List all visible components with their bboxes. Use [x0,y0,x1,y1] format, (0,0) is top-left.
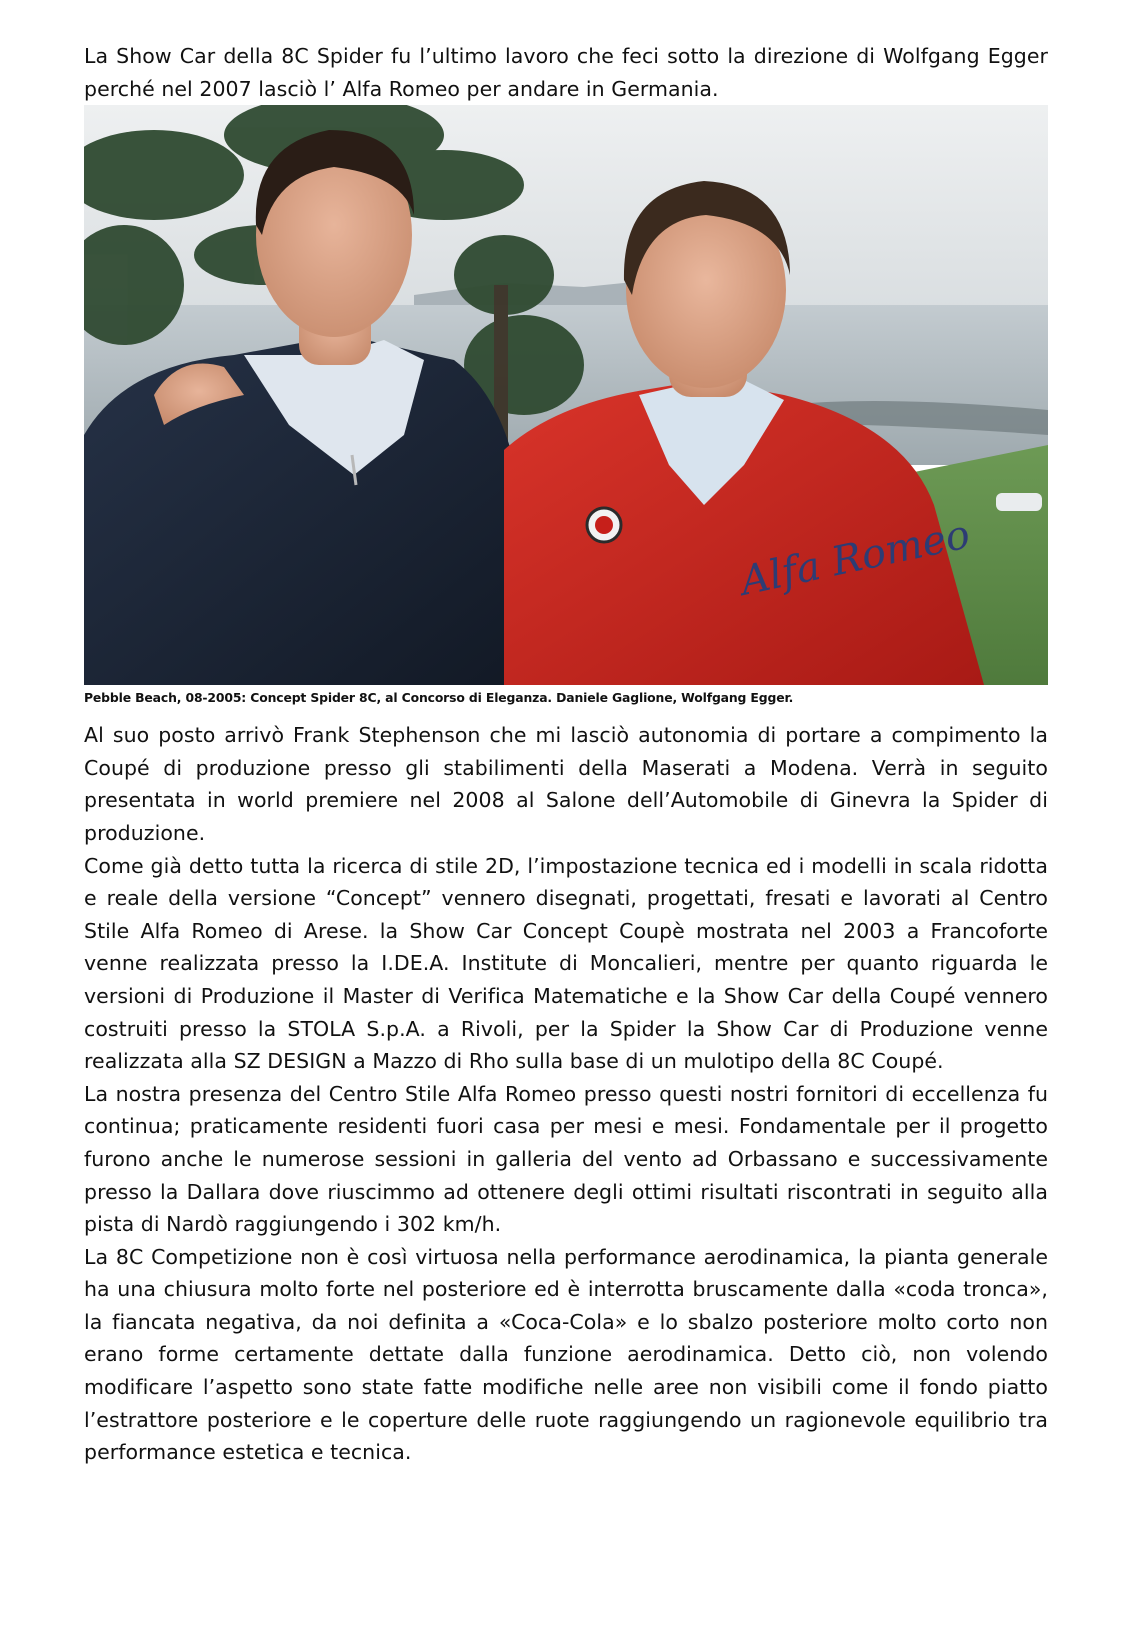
paragraph-3: La nostra presenza del Centro Stile Alfa Romeo presso questi nostri fornitori di eccellenza fu continua; praticamente residenti fuori casa per mesi e mesi. Fondamentale per il progetto furono anche le numerose sessioni in galleria del vento ad Orbassano e successivamente presso la Dallara dove riuscimmo ad ottenere degli ottimi risultati riscontrati in seguito alla pista di Nardò raggiungendo i 302 km/h. [84,1081,1048,1237]
parked-car [996,493,1042,511]
paragraph-4: La 8C Competizione non è così virtuosa nella performance aerodinamica, la pianta generale ha una chiusura molto forte nel posteriore ed è interrotta bruscamente dalla «coda tronca», la fiancata negativa, da noi definita a «Coca-Cola» e lo sbalzo posteriore molto corto non erano forme certamente dettate dalla funzione aerodinamica. Detto ciò, non volendo modificare l’aspetto sono state fatte modifiche nelle aree non visibili come il fondo piatto l’estrattore posteriore e le coperture delle ruote raggiungendo un ragionevole equilibrio tra performance estetica e tecnica. [84,1244,1048,1465]
sweater-logo-text: Alfa Romeo [736,511,974,605]
paragraph-1: Al suo posto arrivò Frank Stephenson che mi lasciò autonomia di portare a compimento la Coupé di produzione presso gli stabilimenti della Maserati a Modena. Verrà in seguito presentata in world premiere nel 2008 al Salone dell’Automobile di Ginevra la Spider di produzione. [84,723,1048,845]
photo-pebble-beach [84,105,1048,685]
paragraph-2: Come già detto tutta la ricerca di stile 2D, l’impostazione tecnica ed i modelli in scala ridotta e reale della versione “Concept” vennero disegnati, progettati, fresati e lavorati al Centro Stile Alfa Romeo di Arese. la Show Car Concept Coupè mostrata nel 2003 a Francoforte venne realizzata presso la I.DE.A. Institute di Moncalieri, mentre per quanto riguarda le versioni di Produzione il Master di Verifica Matematiche e la Show Car della Coupé vennero costruiti presso la STOLA S.p.A. a Rivoli, per la Spider la Show Car di Produzione venne realizzata alla SZ DESIGN a Mazzo di Rho sulla base di un mulotipo della 8C Coupé. [84,853,1048,1074]
intro-paragraph: La Show Car della 8C Spider fu l’ultimo lavoro che feci sotto la direzione di Wolfgang Egger perché nel 2007 lasciò l’ Alfa Romeo per andare in Germania. [84,44,1048,101]
alfa-romeo-badge-inner-icon [595,516,613,534]
photo-caption: Pebble Beach, 08-2005: Concept Spider 8C, al Concorso di Eleganza. Daniele Gaglione, Wolfgang Egger. [84,690,794,706]
document-page [84,40,1048,1469]
